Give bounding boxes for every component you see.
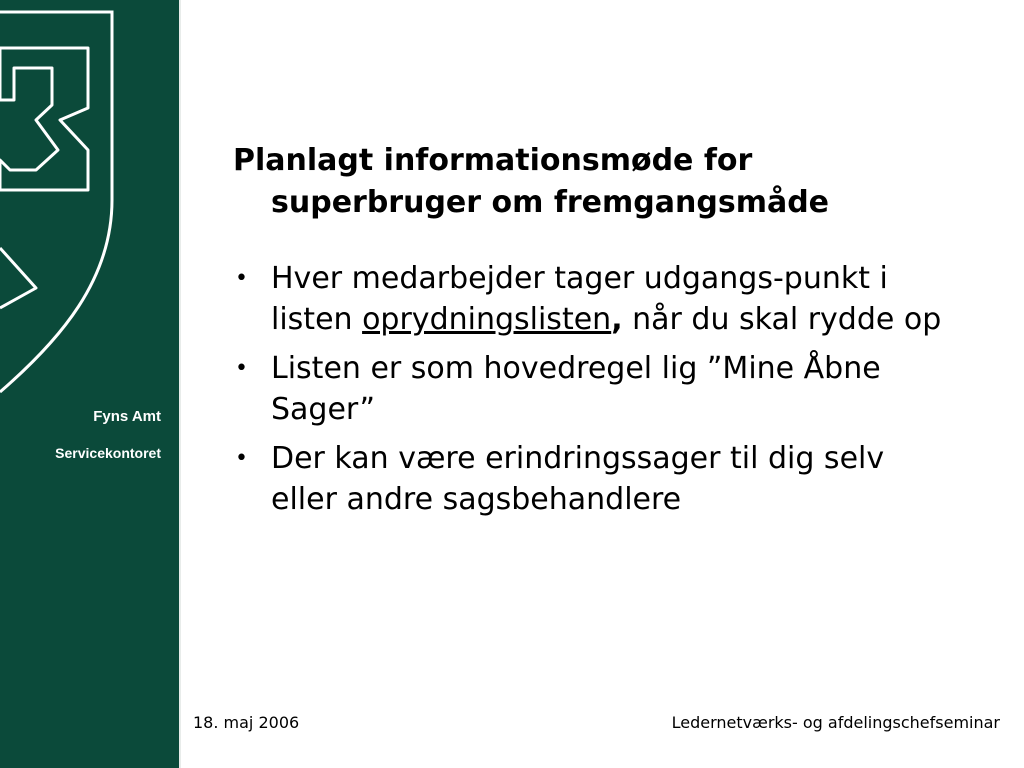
bullet-item xyxy=(233,348,953,430)
organization-name: Fyns Amt xyxy=(93,408,161,425)
footer-date: 18. maj 2006 xyxy=(193,713,300,732)
bullet-icon: • xyxy=(235,446,248,471)
oprydningslisten-link[interactable]: oprydningslisten xyxy=(362,302,612,337)
bullet-list xyxy=(233,258,953,520)
bullet-text: Der kan være erindringssager til dig selv eller andre sagsbehandlere xyxy=(271,441,885,517)
crest-logo-icon xyxy=(0,0,179,400)
footer-event-title: Ledernetværks- og afdelingschefseminar xyxy=(671,713,1000,732)
sidebar-panel xyxy=(0,0,179,768)
slide-content xyxy=(233,140,953,528)
bullet-item xyxy=(233,258,953,340)
slide-title: Planlagt informationsmøde for superbruger om fremgangsmåde xyxy=(233,143,830,220)
bullet-text-tail: når du skal rydde op xyxy=(622,302,942,337)
bullet-icon: • xyxy=(235,266,248,291)
bullet-text: Listen er som hovedregel lig ”Mine Åbne Sager” xyxy=(271,351,881,427)
bullet-item xyxy=(233,438,953,520)
sidebar-divider xyxy=(179,0,181,768)
bullet-text: Hver medarbejder tager udgangs-punkt i listen xyxy=(271,261,888,337)
organization-unit: Servicekontoret xyxy=(55,445,161,461)
bullet-comma: , xyxy=(611,302,623,337)
bullet-icon: • xyxy=(235,356,248,381)
